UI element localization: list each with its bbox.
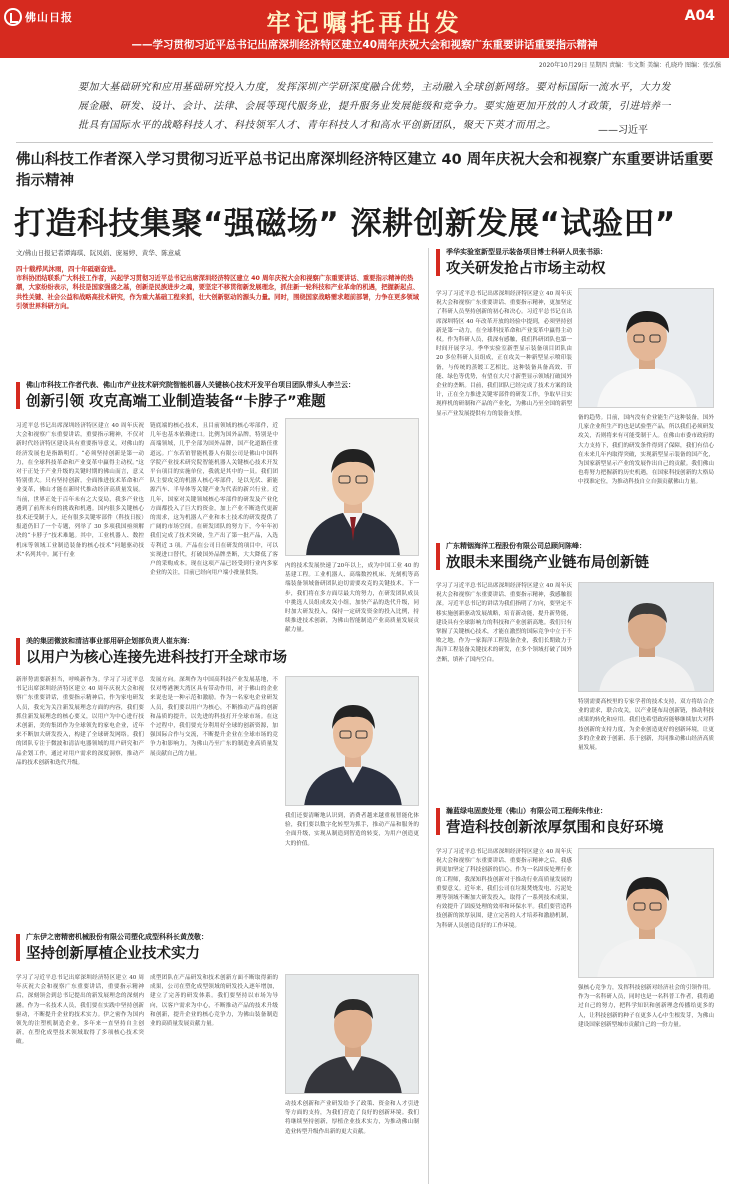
portrait-photo — [578, 582, 714, 692]
lead-heading: 四十载栉风沐雨，四十年砥砺奋进。 — [16, 265, 120, 273]
section-title[interactable]: 放眼未来围绕产业链布局创新链 — [446, 555, 649, 571]
column-divider — [428, 248, 429, 1184]
section-kicker: 美的集团微波和清洁事业部用研企划部负责人崔东海： — [26, 637, 194, 645]
article-column: 内的技术发展快速了20年以上，成为中国工业 40 的基建工程。工业机器人、高端数控机床、光刻机等高端装备领域备研团队迫切需要攻克的关键技术。下一步，我们将在多方面尽最大的努力，在研发团队成员中挑选人员组成攻关小组，加快产品的迭代升级，同时加大研发投入，保持一定研发资金的投入比例，持续推进技术创新，为佛山智能制造产业高质量发展贡献力量。 — [285, 563, 419, 634]
section-title: 牢记嘱托再出发 — [266, 9, 463, 37]
article-column: 学习了习近平总书记出席深圳经济特区建立 40 周年庆祝大会和视察广东重要讲话、重要指示精神之后，我感到更加坚定了科技创新的信心。作为一名固废处理行业的工程师，我深知科技创新对于推动行业高质量发展的重要意义。近年来，我们公司在垃圾焚烧发电、污泥处理等领域不断加大研发投入，取得了一系列技术成果，有效提升了固废处理的效率和环保水平。我们要营造科技创新的浓厚氛围，建立完善的人才培养和激励机制，为科研人员创造良好的工作环境。 — [436, 849, 572, 929]
section-kicker: 季华实验室新型显示装备项目博士科研人员张书添： — [446, 248, 607, 256]
person-icon — [579, 849, 714, 978]
dateline: 2020年10月29日 星期四 责编：韦文斯 美编：孔晓玲 图编：张弘强 — [538, 62, 721, 69]
section-kicker: 广东伊之密精密机械股份有限公司塑化成型科科长黄茂敬： — [26, 933, 208, 941]
article-column: 学习了习近平总书记出席深圳经济特区建立 40 周年庆祝大会和视察广东重要讲话，重要指示精神后，深刻领会到总书记提出的新发展理念的深刻内涵。作为一名技术人员，我们要在实践中坚持创新驱动，不断提升企业的技术实力。伊之密作为国内领先的注塑机制造企业，多年来一直坚持自主创新，在塑化成型技术领域取得了多项核心技术突破。 — [16, 975, 144, 1046]
divider — [16, 142, 713, 143]
portrait-photo — [285, 974, 419, 1094]
person-icon — [286, 419, 419, 556]
section-kicker: 广东精铟海洋工程股份有限公司总顾问陈峰： — [446, 542, 586, 550]
section-subtitle: ——学习贯彻习近平总书记出席深圳经济特区建立40周年庆祝大会和视察广东重要讲话重要指示精神 — [131, 39, 598, 51]
article-kicker: 佛山科技工作者深入学习贯彻习近平总书记出席深圳经济特区建立 40 周年庆祝大会和视察广东重要讲话重要指示精神 — [16, 152, 714, 189]
section-zhang-shutian — [436, 247, 716, 278]
article-column: 习近平总书记出席深圳经济特区建立 40 周年庆祝大会和视察广东重要讲话，重要指示精神，不仅对新时代经济特区建设具有重要指导意义，对佛山的经济发展也是指路明灯。“必须坚持创新是第一动力，在全球科技革命和产业变革中赢得主动权。”这对于正处于产业升级的关键时期的佛山而言，意义特别重大。只有坚持创新，全面推进技术革命和产业变革，佛山才能在新时代推动经济高质量发展。当前，世界正处于百年未有之大变局，我多产业也遇到了前所未有的挑战和机遇。国内很多关键核心技术还受制于人，还有很多关键零部件（科技日报）报道仍旧了一个专题，列举了 30 多项我国亟须解决的“卡脖子”技术难题。其中，工业机器人、数控机床等领域工业制造装备的核心技术“问题驱动技术”名列其中。属于行业 — [16, 423, 144, 558]
section-kicker: 佛山市科技工作者代表、佛山市产业技术研究院智能机器人关键核心技术开发平台项目团队带头人李兰云： — [26, 381, 355, 389]
section-kicker: 瀚蓝绿电固废处理（佛山）有限公司工程师朱伟业： — [446, 807, 607, 815]
person-icon — [286, 975, 419, 1094]
section-title[interactable]: 营造科技创新浓厚氛围和良好环境 — [446, 820, 664, 836]
person-icon — [579, 289, 714, 408]
article-column: 发展方向。深圳作为中国高科技产业发展基地，不仅对粤港澳大湾区具有带动作用，对于佛山的企业来说也是一种示范和激励。作为一名家电企业研发人员，我们要以用户为核心，不断推动产品的创新和品质的提升，以先进的科技打开全球市场。在这个过程中，我们要充分利用好全球的创新资源，加强国际合作与交流，不断提升企业在全球市场的竞争力和影响力，为佛山乃至广东的制造业高质量发展贡献自己的力量。 — [150, 677, 278, 757]
article-column: 成型团队在产品研发和技术创新方面不断取得新的成果，公司在塑化成型领域的研发投入逐年增加，建立了完善的研发体系。我们要坚持以市场为导向，以客户需求为中心，不断推动产品的技术升级和创新，提升企业的核心竞争力，为佛山装备制造业的高质量发展贡献力量。 — [150, 975, 278, 1028]
section-zhu-weiye — [436, 806, 716, 837]
article-column: 特别需要高校里的专家学者的技术支持，双方将结合企业的需求，联合攻关，以产业链布局创新链，推动科技成果的转化和应用。我们也希望政府能够继续加大对科技创新的支持力度，为企业创造更好的创新环境，让更多的企业敢于创新、乐于创新，共同推动佛山经济高质量发展。 — [578, 699, 714, 752]
article-column: 学习了习近平总书记出席深圳经济特区建立 40 周年庆祝大会和视察广东重要讲话、重要指示精神，更加坚定了科研人员坚持创新的初心和决心。习近平总书记在出席深圳特区 40 年改革开放的经验中提到，必须坚持创新是第一动力，在全球科技革命和产业变革中赢得主动权。作为科研人员，我深有感触，我们科研团队也第一时间开展学习。季华实验室新型显示装备项目团队由 20 多位科研人员组成，正在攻关一种新型显示喷印装备，与传统的蒸镀工艺相比，这种装备具备高效、节能、绿色等优势，有望在大尺寸新型显示领域打破国外企业的垄断。目前，我们团队已经完成了技术方案的设计，正在全力推进关键零部件的研发工作，争取早日实现样机的研制和产品的产业化，为佛山乃至全国的新型显示产业发展提供有力的装备支撑。 — [436, 291, 572, 417]
portrait-photo — [578, 288, 714, 408]
article-column: 新形势需要新担当，呼唤新作为。学习了习近平总书记出席深圳经济特区建立 40 周年庆祝大会和视察广东重要讲话，重要指示精神后，作为家电研发人员，我充为关注新发展理念方面的内容，我们要抓住新发展理念的核心要义，以用户为中心进行技术创新，美的集团作为全球领先的家电企业，近年来不断加大研发投入，构建了全球研发网络。我们的团队专注于微波和清洁电器领域的用户研究和产品企划工作，通过对用户需求的深度洞察，推动产品的技术创新和迭代升级。 — [16, 677, 144, 766]
article-lead: 市科协团结联系广大科技工作者，兴起学习贯彻习近平总书记出席深圳经济特区建立 40 周年庆祝大会和视察广东重要讲话、重要指示精神的热潮，大家纷纷表示，科技是国家强盛之基，创新是民族进步之魂，要坚定不移贯彻新发展理念，抓住新一轮科技和产业革命的机遇，把握新起点、共性关键、社会公益和战略高技术研究，作为重大基础工程来抓，壮大创新驱动的源头力量。同时，围绕国家战略需求超前部署，力争在更多领域引领世界科研方向。 — [16, 275, 419, 311]
portrait-photo — [285, 676, 419, 806]
section-title[interactable]: 坚持创新厚植企业技术实力 — [26, 946, 200, 962]
leader-quote: 要加大基础研究和应用基础研究投入力度，发挥深圳产学研深度融合优势，主动融入全球创新网络。要对标国际一流水平，大力发展金融、研发、设计、会计、法律、会展等现代服务业，提升服务业发展能级和竞争力。要实施更加开放的人才政策，引进培养一批具有国际水平的战略科技人才、科技领军人才、青年科技人才和高水平创新团队，聚天下英才而用之。 — [78, 82, 671, 131]
page-number: A04 — [684, 8, 715, 24]
person-icon — [286, 677, 419, 806]
article-byline: 文/佛山日报记者谭海琪、阮凤娟、庞易婷、黄华、陈意威 — [16, 249, 181, 257]
section-chen-feng — [436, 541, 716, 572]
person-icon — [579, 583, 714, 692]
quote-author: ——习近平 — [598, 125, 648, 136]
article-column: 我们还要清晰地认识到，消费者越来越重视智能化体验，我们要以数字化转型为抓手，推动产品和服务的全面升级，实现从制造到智造的转变，为用户创造更大的价值。 — [285, 813, 419, 847]
article-column: 备的趋势。目前，国内没有企业能生产这种装备，国外几家企业所生产的也是试验型产品，所以我们必须研发攻关，否则将来有可能受制于人。在佛山市委市政府的大力支持下，我们的研发条件得到了保障，我们有信心在未来几年内取得突破，实现新型显示装备的国产化，为国家新型显示产业的发展作出自己的贡献。我们佛山也将努力把握新的历史机遇，在国家科技创新的大格局中找准定位，为推动科技自立自强贡献佛山力量。 — [578, 415, 714, 486]
article-column: 动技术创新和产业研发给予了政策、资金和人才引进等方面的支持，为我们营造了良好的创新环境。我们将继续坚持创新，厚植企业技术实力，为推动佛山制造业转型升级作出新的更大贡献。 — [285, 1101, 419, 1135]
section-li-lanyun — [16, 380, 426, 411]
section-title[interactable]: 以用户为核心连接先进科技打开全球市场 — [26, 650, 287, 666]
article-headline[interactable]: 打造科技集聚“强磁场” 深耕创新发展“试验田” — [14, 206, 676, 242]
masthead-banner — [0, 0, 729, 58]
article-column: 链底端的核心技术，且目前领域的核心零部件，近几年也基本依赖进口。比例为国外品牌，特别是中高端领域，几乎全部为国外品牌，国产化道路任重道远。广东若铂智能机器人有限公司是佛山中国科学院产业技术研究院智能机器人关键核心技术开发平台项目的实施单位，我就是其中的一员。我们团队主要攻克的机器人核心零部件，是以光伏、新能源汽车、半导体等关键产业为代表的新兴行业。近几年，国家对关键领域核心零部件的研发及产业化方面都投入了巨大的资金，加上产业不断迭代更新的需求，这为机器人产业和本土技术的研发提供了广阔的市场空间。在研发团队的努力下，今年年初我们完成了技术突破，生产出了第一批产品，入选专利近 3 项。产品在公司日在研发的项目中，可以实现进口替代，打破国外品牌垄断，大大降低了客户的采购成本。现在这项产品已经受到行业内多家企业的关注，目前已经向用户端小批量供货。 — [150, 423, 278, 577]
section-title[interactable]: 创新引领 攻克高端工业制造装备“卡脖子”难题 — [26, 394, 326, 410]
section-cui-donghai — [16, 636, 426, 667]
section-huang-maojing — [16, 932, 426, 963]
portrait-photo — [285, 418, 419, 556]
article-column: 强核心竞争力，发挥科技创新对经济社会的引领作用。作为一名科研人员，同时也是一名科普工作者，我将通过自己的努力，把科学知识和创新理念传播给更多的人，让科技创新的种子在更多人心中生根发芽，为佛山建设国家创新型城市贡献自己的一份力量。 — [578, 985, 714, 1028]
section-title[interactable]: 攻关研发抢占市场主动权 — [446, 261, 606, 277]
logo-text: 佛山日报 — [25, 11, 73, 24]
article-column: 学习了习近平总书记出席深圳经济特区建立 40 周年庆祝大会和视察广东重要讲话、重要指示精神，我感触很深。习近平总书记的讲话为我们指明了方向，要坚定不移实施创新驱动发展战略，培育新动能，提升新势能，建设具有全球影响力的科技和产业创新高地。我们只有掌握了关键核心技术，才能在激烈的国际竞争中立于不败之地。作为一家海洋工程装备企业，我们长期致力于海洋工程装备关键技术的研发，在多个领域打破了国外垄断，填补了国内空白。 — [436, 583, 572, 663]
portrait-photo — [578, 848, 714, 978]
